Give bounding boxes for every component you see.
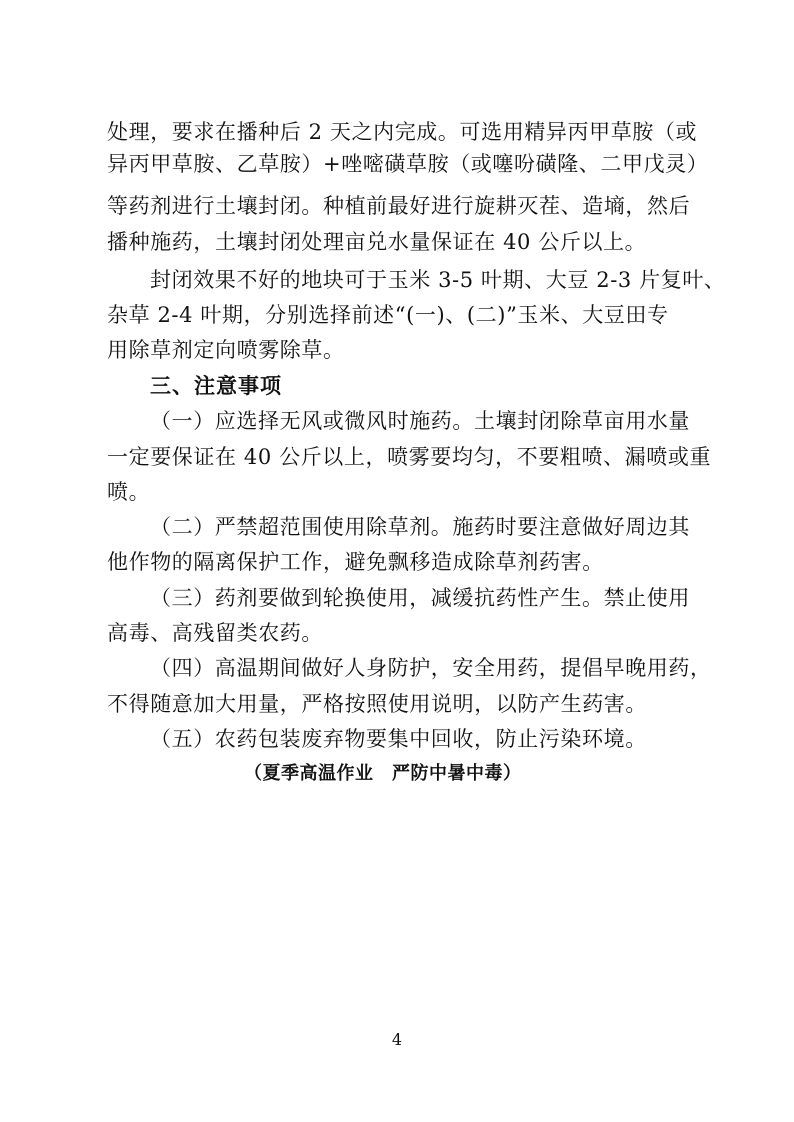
item-5-line-1: （五）农药包装废弃物要集中回收，防止污染环境。 <box>150 727 647 751</box>
item-1-line-1: （一）应选择无风或微风时施药。土壤封闭除草亩用水量 <box>150 409 690 433</box>
item-4-line-1: （四）高温期间做好人身防护，安全用药，提倡早晚用药， <box>150 656 712 680</box>
item-4-line-2: 不得随意加大用量，严格按照使用说明，以防产生药害。 <box>107 692 647 716</box>
item-1-line-2: 一定要保证在 40 公斤以上，喷雾要均匀，不要粗喷、漏喷或重 <box>107 445 712 469</box>
item-3-line-2: 高毒、高残留类农药。 <box>107 621 323 645</box>
paragraph-1-line-1: 处理，要求在播种后 2 天之内完成。可选用精异丙甲草胺（或 <box>107 120 698 144</box>
item-2-line-2: 他作物的隔离保护工作，避免飘移造成除草剂药害。 <box>107 550 604 574</box>
page-number: 4 <box>391 1030 403 1049</box>
safety-slogan: （夏季高温作业 严防中暑中毒） <box>244 763 522 784</box>
paragraph-1-line-2: 异丙甲草胺、乙草胺）+唑嘧磺草胺（或噻吩磺隆、二甲戊灵） <box>107 152 709 176</box>
paragraph-2-line-3: 用除草剂定向喷雾除草。 <box>107 338 345 362</box>
paragraph-2-line-1: 封闭效果不好的地块可于玉米 3-5 叶期、大豆 2-3 片复叶、 <box>150 268 726 292</box>
item-3-line-1: （三）药剂要做到轮换使用，减缓抗药性产生。禁止使用 <box>150 586 690 610</box>
section-heading: 三、注意事项 <box>150 374 282 398</box>
paragraph-1-line-4: 播种施药，土壤封闭处理亩兑水量保证在 40 公斤以上。 <box>107 230 647 254</box>
item-1-line-3: 喷。 <box>107 480 151 504</box>
paragraph-2-line-2: 杂草 2-4 叶期，分别选择前述“(一)、(二)”玉米、大豆田专 <box>107 303 669 327</box>
item-2-line-1: （二）严禁超范围使用除草剂。施药时要注意做好周边其 <box>150 515 690 539</box>
paragraph-1-line-3: 等药剂进行土壤封闭。种植前最好进行旋耕灭茬、造墒，然后 <box>107 194 691 218</box>
